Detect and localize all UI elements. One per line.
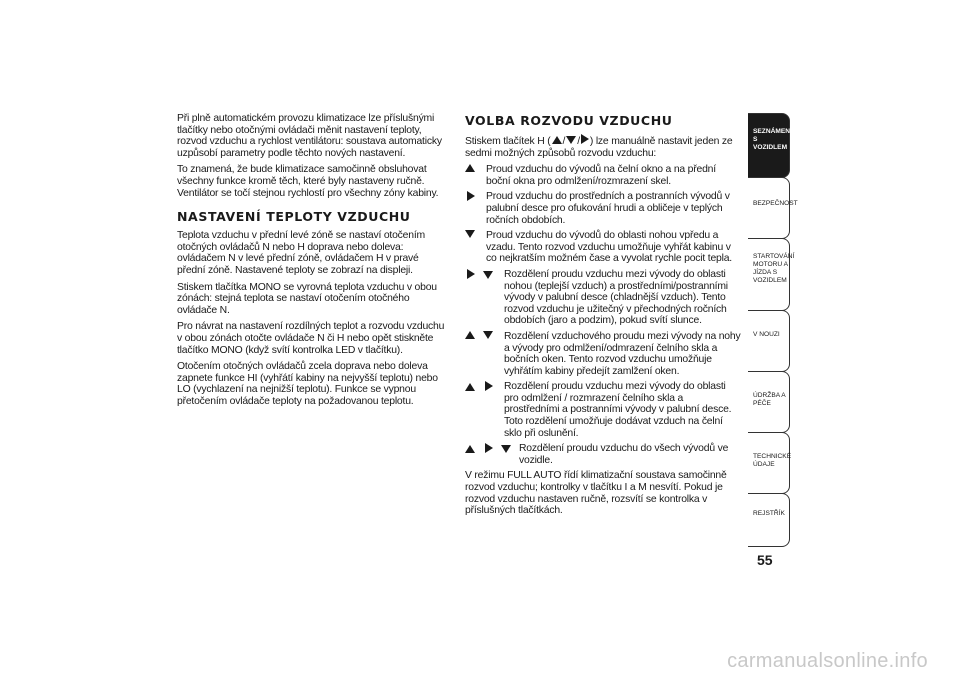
- heading-temperature: NASTAVENÍ TEPLOTY VZDUCHU: [177, 209, 411, 225]
- distribution-mode-text: Proud vzduchu do prostředních a postranních vývodů v palubní desce pro ofukování hrudi a obličeje v teplých ročních obdobích.: [486, 191, 730, 226]
- up-arrow-icon: [552, 136, 562, 144]
- intro-text-start: Stiskem tlačítek H (: [465, 136, 551, 147]
- up-arrow-icon: [465, 331, 475, 339]
- up-arrow-icon: [465, 445, 475, 453]
- tab-technicke-udaje[interactable]: TECHNICKÉ ÚDAJE: [748, 432, 790, 494]
- distribution-mode-5: [465, 331, 741, 377]
- tab-startovani-motoru[interactable]: STARTOVÁNÍ MOTORU A JÍZDA S VOZIDLEM: [748, 238, 790, 311]
- paragraph-auto-mode: Při plně automatickém provozu klimatizace lze příslušnými tlačítky nebo otočnými ovládači měnit nastavení teploty, rozvod vzduchu a rychlost ventilátoru: soustava automaticky uzpůsobí parametry podle těchto nových nastavení.: [177, 113, 442, 159]
- down-arrow-icon: [483, 331, 493, 339]
- distribution-mode-4: [465, 269, 741, 327]
- right-arrow-icon: [467, 269, 475, 279]
- up-arrow-icon: [465, 383, 475, 391]
- distribution-mode-2: [465, 191, 741, 226]
- tab-bezpecnost[interactable]: BEZPEČNOST: [748, 177, 790, 239]
- distribution-mode-text: Proud vzduchu do vývodů na čelní okno a na přední boční okna pro odmlžení/rozmrazení skel.: [486, 164, 716, 187]
- up-arrow-icon: [465, 164, 475, 172]
- down-arrow-icon: [501, 445, 511, 453]
- paragraph-distribution-intro: [465, 134, 741, 159]
- paragraph-return-dual: Pro návrat na nastavení rozdílných teplot a rozvodu vzduchu v obou zónách otočte ovládače N či H nebo opět stiskněte tlačítko MONO (když svítí kontrolka LED v tlačítku).: [177, 321, 445, 356]
- right-arrow-icon: [485, 381, 493, 391]
- right-column: [465, 113, 741, 522]
- distribution-mode-text: Rozdělení proudu vzduchu mezi vývody do oblasti nohou (teplejší vzduch) a prostředními/postranními vývody v palubní desce (chladnější vzduch). Tento rozvod vzduchu je užitečný v přechodných ročních obdobích (jaro a podzim), pokud svítí slunce.: [504, 268, 728, 327]
- paragraph-mono: Stiskem tlačítka MONO se vyrovná teplota vzduchu v obou zónách: stejná teplota se nastaví otočením otočného ovládače N.: [177, 281, 437, 316]
- distribution-mode-text: Proud vzduchu do vývodů do oblasti nohou vpředu a vzadu. Tento rozvod vzduchu umožňuje vyhřát kabinu v co nejkratším možném čase a vyvolat rychle pocit tepla.: [486, 230, 732, 265]
- tab-rejstrik[interactable]: REJSTŘÍK: [748, 493, 790, 547]
- right-arrow-icon: [467, 191, 475, 201]
- down-arrow-icon: [566, 136, 576, 144]
- left-column: [177, 113, 449, 412]
- distribution-mode-3: [465, 230, 741, 265]
- distribution-mode-text: Rozdělení proudu vzduchu do všech vývodů ve vozidle.: [519, 443, 729, 466]
- down-arrow-icon: [483, 271, 493, 279]
- paragraph-full-auto: V režimu FULL AUTO řídí klimatizační soustava samočinně rozvod vzduchu; kontrolky v tlačítku I a M nesvítí. Pokud je rozvod vzduchu nastaven ručně, rozsvítí se kontrolka v příslušných tlačítkách.: [465, 470, 727, 517]
- right-arrow-icon: [485, 443, 493, 453]
- paragraph-manual-functions: To znamená, že bude klimatizace samočinně obsluhovat všechny funkce kromě těch, které byly nastaveny ručně. Ventilátor se točí stejnou rychlostí pro všechny zóny kabiny.: [177, 164, 439, 199]
- distribution-mode-6: [465, 381, 741, 439]
- tab-udrzba-a-pece[interactable]: ÚDRŽBA A PÉČE: [748, 371, 790, 433]
- distribution-mode-7: [465, 443, 741, 466]
- paragraph-hi-lo: Otočením otočných ovládačů zcela doprava nebo doleva zapnete funkce HI (vyhřátí kabiny na nejvyšší teplotu) nebo LO (vychlazení na nejnižší teplotu). Funkce se vypnou přetočením ovládače teploty na požadovanou teplotu.: [177, 361, 438, 407]
- right-arrow-icon: [581, 134, 589, 144]
- down-arrow-icon: [465, 230, 475, 238]
- chapter-tabs: [748, 113, 798, 547]
- watermark: carmanualsonline.info: [727, 650, 928, 672]
- intro-separator-2: /: [577, 136, 580, 147]
- tab-seznameni-s-vozidlem[interactable]: SEZNÁMENÍ S VOZIDLEM: [748, 113, 790, 178]
- distribution-mode-text: Rozdělení vzduchového proudu mezi vývody na nohy a vývody pro odmlžení/odmrazení čelního skla a bočních oken. Tento rozvod vzduchu umožňuje vyhřátím kabiny předejít zamlžení oken.: [504, 330, 741, 377]
- paragraph-temperature-zones: Teplota vzduchu v přední levé zóně se nastaví otočením otočných ovládačů N nebo H doprava nebo doleva: ovládačem N v levé přední zóně, ovládačem H v pravé přední zóně. Nastavené teploty se zobrazí na displeji.: [177, 230, 425, 276]
- intro-text-end: ) lze manuálně nastavit jeden ze sedmi možných způsobů rozvodu vzduchu:: [465, 136, 733, 159]
- page-number: 55: [757, 552, 773, 568]
- distribution-mode-text: Rozdělení proudu vzduchu mezi vývody do oblasti pro odmlžení / rozmrazení čelního skla a prostředními a postranními vývody v palubní desce. Toto rozdělení umožňuje dodávat vzduch na čelní sklo při oslunění.: [504, 381, 732, 439]
- intro-separator-1: /: [562, 136, 566, 147]
- heading-air-distribution: VOLBA ROZVODU VZDUCHU: [465, 113, 673, 128]
- tab-v-nouzi[interactable]: V NOUZI: [748, 310, 790, 372]
- distribution-mode-1: [465, 164, 741, 187]
